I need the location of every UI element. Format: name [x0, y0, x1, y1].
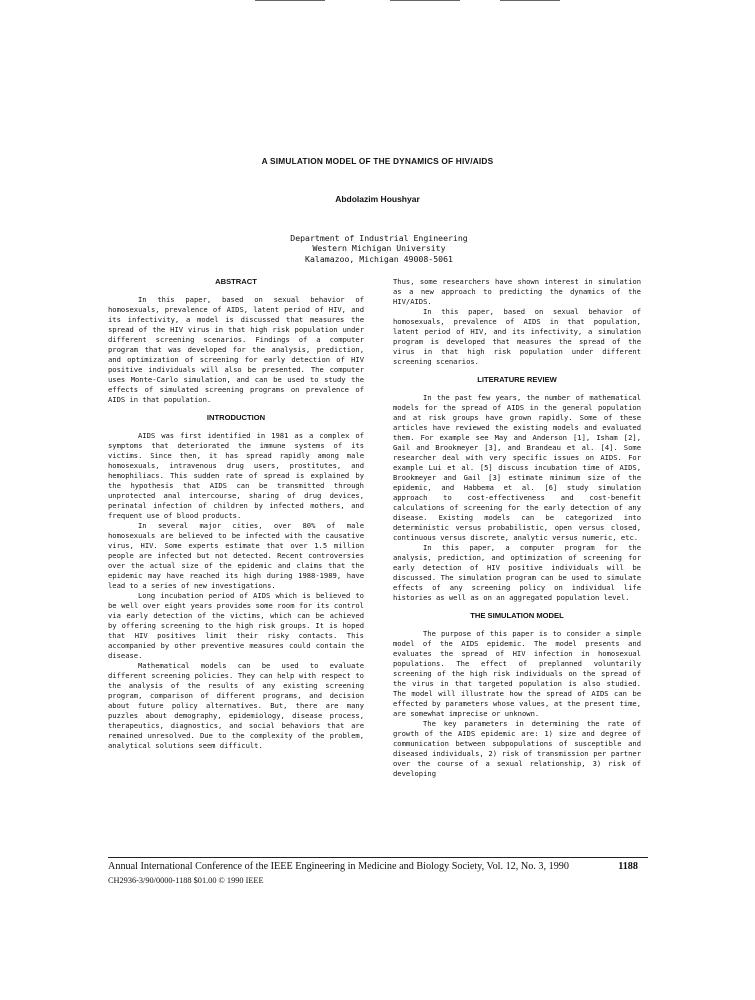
abstract-text: In this paper, based on sexual behavior of homosexuals, prevalence of AIDS, latent period of HIV, and its infectivity, a model is discussed that measures the spread of the HIV virus in that high risk population under different screening scenarios. Findings of a computer program that was developed for the analysis, prediction, and optimization of screening for early detection of HIV positive individuals will also be presented. The computer uses Monte-Carlo simulation, and can be used to study the effects of simulated screening programs on prevalence of AIDS in that population.	[108, 295, 364, 404]
affiliation-department: Department of Industrial Engineering	[290, 233, 468, 243]
simulation-model-paragraph-2: The key parameters in determining the rate of growth of the AIDS epidemic are: 1) size and degree of communication between subpopulations of susceptible and diseased individuals, 2) risk of transmission per partner over the course of a sexual relationship, 3) risk of developing	[393, 719, 641, 778]
abstract-heading: ABSTRACT	[215, 277, 257, 286]
footer-rule	[108, 857, 648, 858]
top-edge-mark-2	[390, 0, 460, 1]
paper-title: A SIMULATION MODEL OF THE DYNAMICS OF HIV/AIDS	[261, 156, 494, 166]
introduction-continued-paragraph: Thus, some researchers have shown interest in simulation as a new approach to predicting the dynamics of the HIV/AIDS.	[393, 277, 641, 306]
introduction-heading: INTRODUCTION	[206, 413, 266, 422]
simulation-model-paragraph-1: The purpose of this paper is to consider a simple model of the AIDS epidemic. The model presents and evaluates the spread of HIV infection in homosexual populations. The effect of preplanned voluntarily screening of the high risk individuals on the spread of the virus in that targeted population is also studied. The model will illustrate how the spread of AIDS can be effected by parameters whose values, at the present time, are somewhat imprecise or unknown.	[393, 629, 641, 718]
simulation-model-heading: THE SIMULATION MODEL	[470, 611, 564, 620]
page-number: 1188	[618, 861, 638, 872]
author-name: Abdolazim Houshyar	[335, 194, 420, 204]
literature-review-heading: LITERATURE REVIEW	[477, 375, 557, 384]
left-column	[108, 277, 364, 751]
literature-review-paragraph-2: In this paper, a computer program for the analysis, prediction, and optimization of screening for early detection of HIV positive individuals will be discussed. The simulation program can be used to simulate effects of any screening policy on individual life histories as well as on an aggregated population level.	[393, 543, 641, 602]
footer-conference: Annual International Conference of the IEEE Engineering in Medicine and Biology Society, Vol. 12, No. 3, 1990	[108, 861, 569, 872]
right-column	[393, 277, 641, 779]
top-edge-mark-3	[500, 0, 560, 1]
footer-conference-line	[108, 861, 638, 872]
footer-copyright-code: CH2936-3/90/0000-1188 $01.00 © 1990 IEEE	[108, 876, 264, 885]
introduction-paragraph-3: Long incubation period of AIDS which is believed to be well over eight years provides some room for its control via early detection of the victims, which can be achieved by offering screening to the high risk groups. It is hoped that HIV positives limit their risky contacts. This accompanied by other preventive measures could contain the disease.	[108, 591, 364, 660]
author-affiliation	[248, 233, 510, 264]
top-edge-mark-1	[255, 0, 325, 1]
introduction-paragraph-2: In several major cities, over 80% of male homosexuals are believed to be infected with the causative virus, HIV. Some experts estimate that over 1.5 million people are infected but not detected. Recent controversies over the actual size of the epidemic and claims that the epidemic may have reached its high during 1988-1989, have lead to a series of new investigations.	[108, 521, 364, 590]
literature-review-paragraph-1: In the past few years, the number of mathematical models for the spread of AIDS in the general population and at risk groups have grown rapidly. Some of these articles have reviewed the existing models and evaluated them. For example see May and Anderson [1], Isham [2], Gail and Brookmeyer [3], and Brandeau et al. [4]. Some researcher deal with very specific issues on AIDS. For example Lui et al. [5] discuss incubation time of AIDS, Brookmeyer and Gail [3] estimate minimum size of the epidemic, and Habbema et al. [6] study simulation approach to cost-effectiveness and cost-benefit calculations of screening for the early detection of any disease. Existing models can be categorized into deterministic versus probabilistic, open versus closed, continuous versus discrete, analytic versus numeric, etc.	[393, 393, 641, 542]
affiliation-address: Kalamazoo, Michigan 49008-5061	[305, 253, 453, 264]
introduction-paragraph-1: AIDS was first identified in 1981 as a complex of symptoms that deteriorated the immune systems of its victims. Since then, it has spread rapidly among male homosexuals, intravenous drug users, prostitutes, and hemophiliacs. This sudden rate of spread is explained by the hypothesis that AIDS can be transmitted through unprotected anal intercourse, sharing of drug devices, perinatal infection of children by infected mothers, and frequent use of blood products.	[108, 431, 364, 520]
affiliation-university: Western Michigan University	[312, 243, 446, 254]
introduction-paragraph-4: Mathematical models can be used to evaluate different screening policies. They can help with respect to the analysis of the results of any existing screening program, comparison of different programs, and decision about future policy alternatives. But, there are many puzzles about demography, epidemiology, disease process, therapeutics, diagnostics, and social behaviors that are remained unresolved. Due to the complexity of the problem, analytical solutions seem difficult.	[108, 661, 364, 750]
introduction-paragraph-5: In this paper, based on sexual behavior of homosexuals, prevalence of AIDS in that population, latent period of HIV, and its infectivity, a simulation program is developed that measures the spread of the virus in that high risk population under different screening scenarios.	[393, 307, 641, 366]
